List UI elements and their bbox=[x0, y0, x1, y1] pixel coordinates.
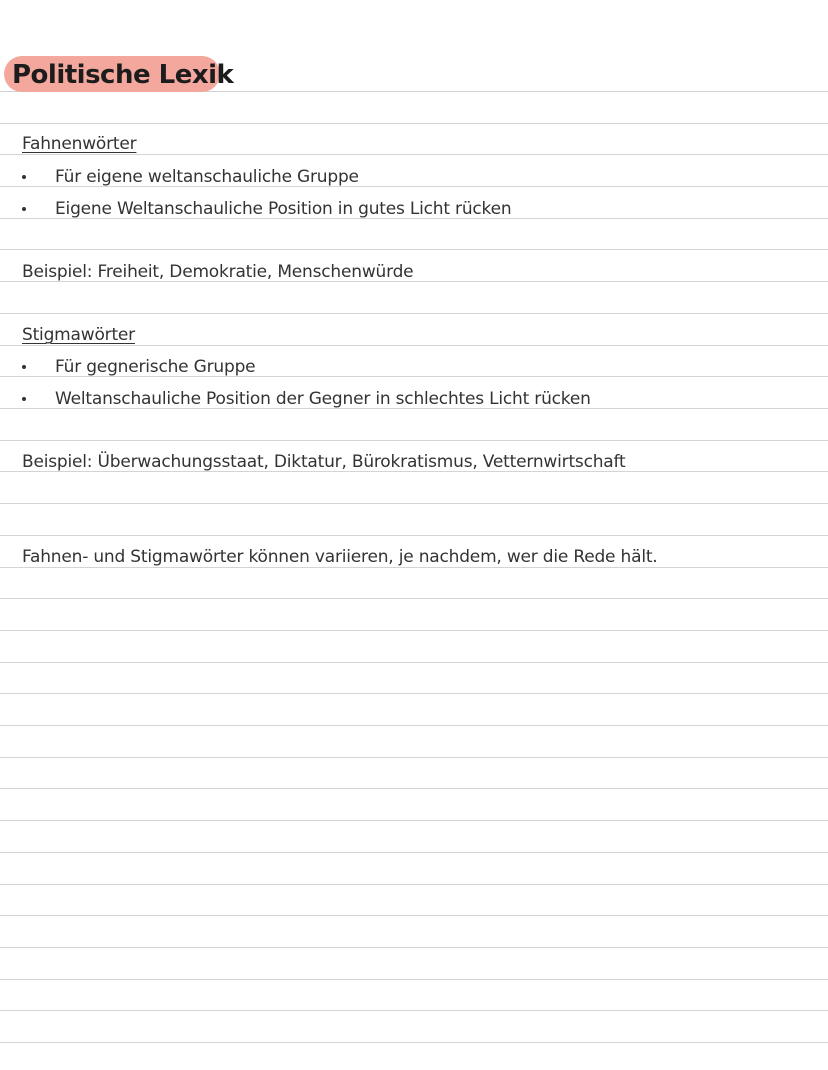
ruled-line bbox=[0, 662, 828, 663]
ruled-line bbox=[0, 123, 828, 124]
ruled-line bbox=[0, 1042, 828, 1043]
list-item bbox=[0, 165, 828, 189]
ruled-line bbox=[0, 1010, 828, 1011]
ruled-line bbox=[0, 947, 828, 948]
ruled-line bbox=[0, 249, 828, 250]
ruled-line bbox=[0, 820, 828, 821]
ruled-line bbox=[0, 757, 828, 758]
conclusion-text: Fahnen- und Stigmawörter können variieren, je nachdem, wer die Rede hält. bbox=[22, 547, 658, 567]
section-heading-stigmawoerter: Stigmawörter bbox=[22, 325, 135, 345]
list-item bbox=[0, 197, 828, 221]
section-heading-fahnenwoerter: Fahnenwörter bbox=[22, 134, 137, 154]
list-item bbox=[0, 387, 828, 411]
ruled-line bbox=[0, 788, 828, 789]
ruled-line bbox=[0, 598, 828, 599]
example-fahnenwoerter: Beispiel: Freiheit, Demokratie, Menschenwürde bbox=[22, 262, 414, 282]
list-item-text: Eigene Weltanschauliche Position in gutes Licht rücken bbox=[55, 199, 512, 219]
list-item-text: Für gegnerische Gruppe bbox=[55, 357, 256, 377]
ruled-line bbox=[0, 313, 828, 314]
ruled-line bbox=[0, 630, 828, 631]
ruled-line bbox=[0, 503, 828, 504]
list-item bbox=[0, 355, 828, 379]
ruled-line bbox=[0, 535, 828, 536]
ruled-line bbox=[0, 440, 828, 441]
example-stigmawoerter: Beispiel: Überwachungsstaat, Diktatur, Bürokratismus, Vetternwirtschaft bbox=[22, 452, 626, 472]
ruled-line bbox=[0, 915, 828, 916]
list-item-text: Für eigene weltanschauliche Gruppe bbox=[55, 167, 359, 187]
ruled-line bbox=[0, 852, 828, 853]
bullet-icon bbox=[22, 175, 26, 179]
ruled-line bbox=[0, 884, 828, 885]
ruled-line bbox=[0, 979, 828, 980]
page-title: Politische Lexik bbox=[12, 60, 234, 90]
bullet-icon bbox=[22, 365, 26, 369]
ruled-line bbox=[0, 725, 828, 726]
ruled-line bbox=[0, 693, 828, 694]
bullet-icon bbox=[22, 207, 26, 211]
list-item-text: Weltanschauliche Position der Gegner in schlechtes Licht rücken bbox=[55, 389, 591, 409]
bullet-icon bbox=[22, 397, 26, 401]
